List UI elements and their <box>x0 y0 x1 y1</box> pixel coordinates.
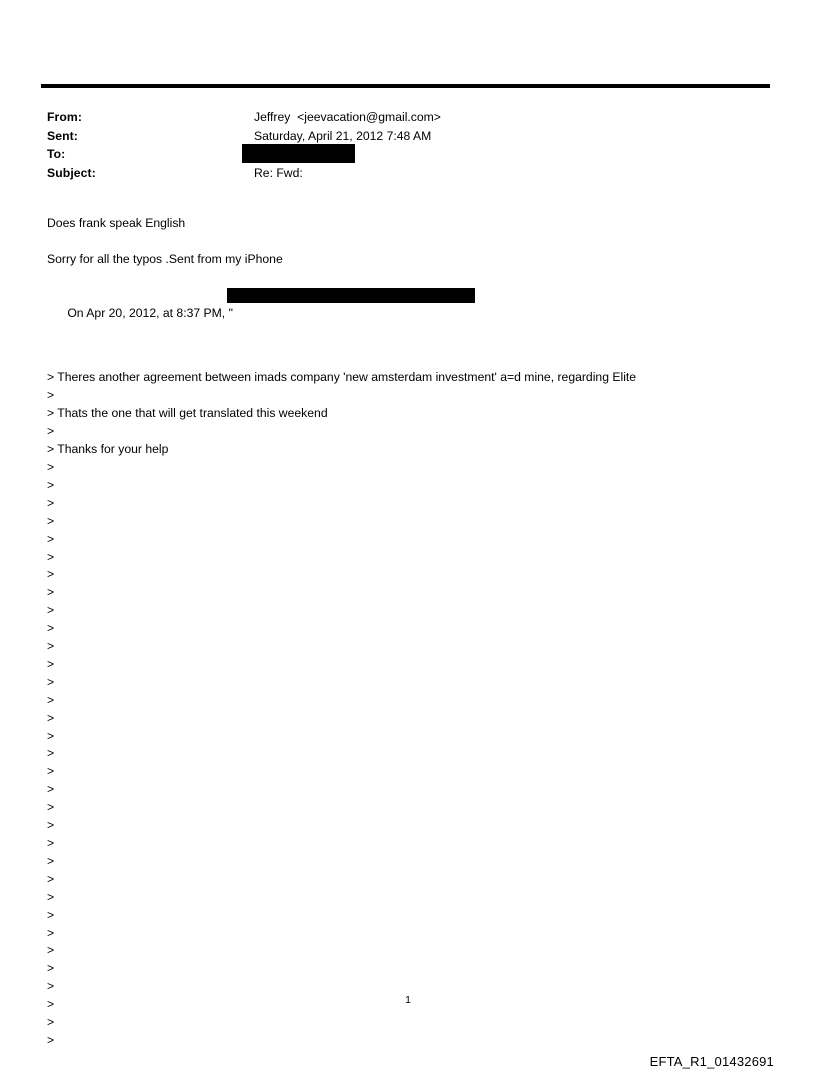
quoted-line: > <box>47 639 55 654</box>
quoted-line: > <box>47 621 55 636</box>
quoted-line: > <box>47 782 55 797</box>
quoted-line: > <box>47 889 55 904</box>
quoted-line: > <box>47 979 55 994</box>
header-value-sent: Saturday, April 21, 2012 7:48 AM <box>254 128 432 143</box>
body-spacer-2 <box>47 276 767 287</box>
header-row-sent <box>47 127 747 146</box>
quoted-line: > <box>47 764 55 779</box>
header-row-subject <box>47 164 747 183</box>
quoted-line: > <box>47 800 55 815</box>
redaction-box-recipient <box>242 144 355 163</box>
header-value-subject: Re: Fwd: <box>254 165 303 180</box>
header-label-subject: Subject: <box>47 165 96 180</box>
quoted-line: > <box>47 692 55 707</box>
reply-attribution-line <box>47 287 767 359</box>
email-body <box>47 215 767 1050</box>
quoted-line: > <box>47 477 55 492</box>
header-label-to: To: <box>47 147 66 162</box>
header-value-from: Jeffrey <jeevacation@gmail.com> <box>254 110 441 124</box>
quoted-line: > <box>47 853 55 868</box>
quoted-line: > <box>47 818 55 833</box>
quoted-line: > Theres another agreement between imads company 'new amsterdam investment' a=d mine, regarding Elite <box>47 370 637 385</box>
quoted-line: > <box>47 459 55 474</box>
body-spacer-1 <box>47 240 767 251</box>
header-divider-rule <box>41 84 770 88</box>
quoted-line: > <box>47 656 55 671</box>
header-row-to <box>47 145 747 164</box>
quoted-line: > <box>47 961 55 976</box>
quoted-line: > <box>47 495 55 510</box>
quoted-line: > <box>47 513 55 528</box>
quoted-line: > <box>47 549 55 564</box>
page-number: 1 <box>405 994 411 1006</box>
header-row-from <box>47 108 747 127</box>
quoted-line: > <box>47 531 55 546</box>
body-paragraph-1: Does frank speak English <box>47 216 186 230</box>
quoted-text-block <box>47 369 767 1049</box>
quoted-line: > <box>47 746 55 761</box>
redaction-box-reply-sender <box>227 288 475 303</box>
quoted-line: > <box>47 1032 55 1047</box>
body-spacer-3 <box>47 358 767 369</box>
quoted-line: > <box>47 388 55 403</box>
quoted-line: > <box>47 728 55 743</box>
quoted-line: > <box>47 943 55 958</box>
reply-attribution-text: On Apr 20, 2012, at 8:37 PM, " <box>67 305 233 320</box>
header-label-from: From: <box>47 110 83 124</box>
quoted-line: > <box>47 836 55 850</box>
quoted-line: > <box>47 567 55 582</box>
quoted-line: > <box>47 424 55 439</box>
quoted-line: > <box>47 997 55 1012</box>
body-paragraph-2: Sorry for all the typos .Sent from my iPhone <box>47 251 283 266</box>
quoted-line: > <box>47 907 55 922</box>
bates-number: EFTA_R1_01432691 <box>649 1054 774 1069</box>
quoted-line: > <box>47 585 55 600</box>
email-header-block <box>47 108 747 182</box>
quoted-line: > <box>47 710 55 725</box>
header-label-sent: Sent: <box>47 128 78 143</box>
quoted-line: > Thanks for your help <box>47 442 169 457</box>
quoted-line: > <box>47 674 55 689</box>
quoted-line: > Thats the one that will get translated this weekend <box>47 406 328 421</box>
quoted-line: > <box>47 925 55 940</box>
quoted-line: > <box>47 871 55 886</box>
quoted-line: > <box>47 603 55 618</box>
quoted-line: > <box>47 1015 55 1030</box>
